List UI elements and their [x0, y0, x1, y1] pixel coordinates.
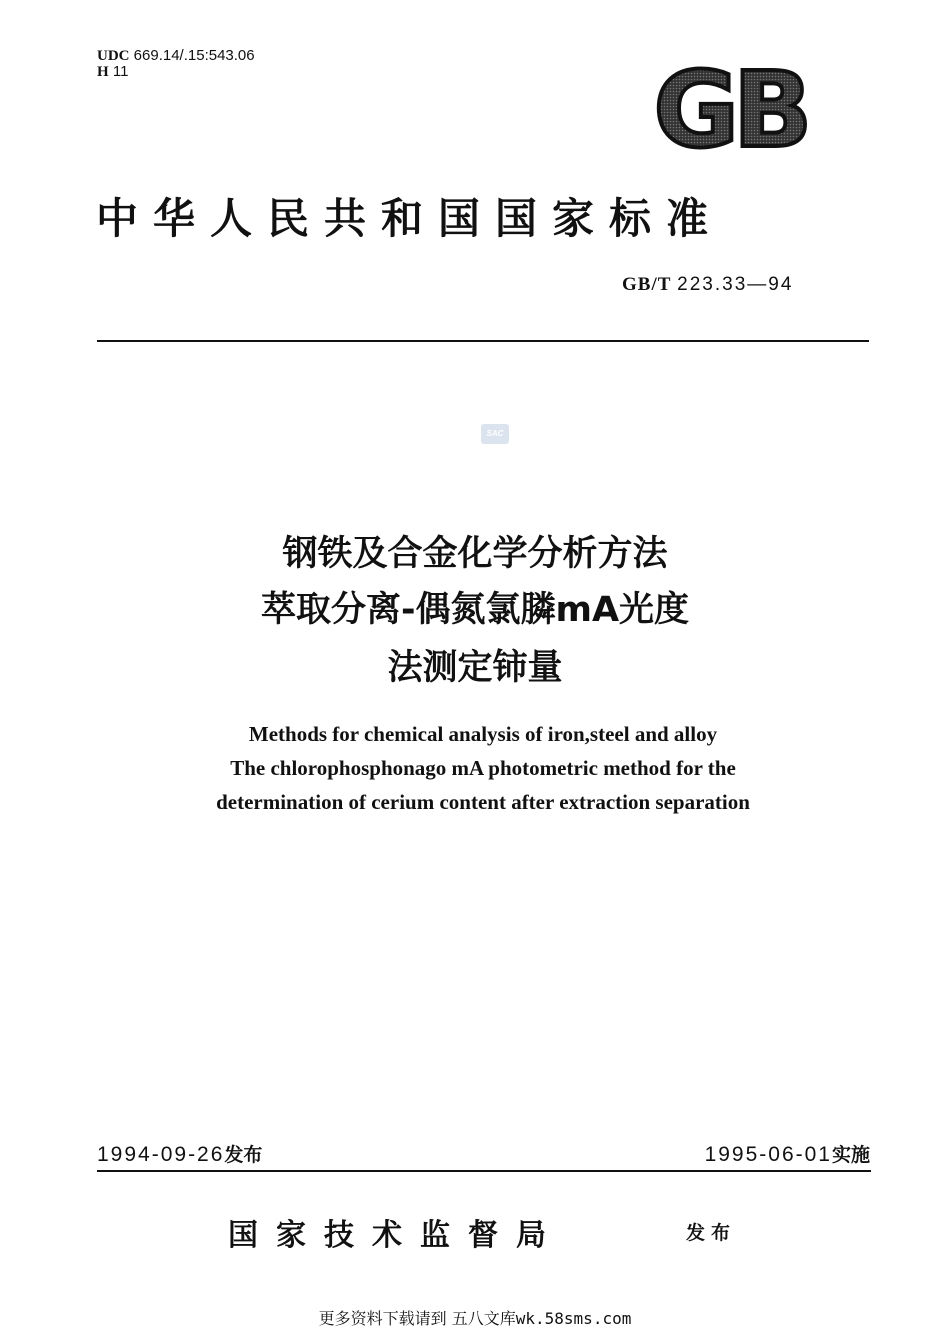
bottom-divider: [97, 1170, 871, 1172]
footer-url[interactable]: wk.58sms.com: [515, 1309, 632, 1328]
title-en-line3: determination of cerium content after extraction separation: [216, 790, 750, 814]
udc-label: UDC: [97, 48, 130, 64]
udc-line: [97, 48, 255, 64]
standard-code: 223.33—94: [677, 274, 794, 295]
top-divider: [97, 340, 869, 342]
implement-label: 实施: [831, 1144, 870, 1166]
title-cn-line3: 法测定铈量: [387, 648, 563, 688]
publish-label: 发布: [224, 1144, 263, 1166]
gb-logo: [645, 66, 815, 156]
national-standard-title: 中华人民共和国国家标准: [96, 194, 724, 243]
title-en-line2: The chlorophosphonago mA photometric method for the: [230, 756, 736, 780]
sac-watermark: SAC: [481, 424, 509, 444]
h-line: [97, 64, 255, 80]
issuer-name: 国家技术监督局: [228, 1218, 564, 1253]
h-code: 11: [112, 63, 129, 80]
standard-prefix: GB/T: [622, 274, 672, 295]
publish-date: 1994-09-26: [97, 1143, 225, 1166]
title-en-line1: Methods for chemical analysis of iron,steel and alloy: [248, 722, 718, 746]
footer-note: [0, 1306, 950, 1329]
standard-number: [622, 274, 793, 296]
issuer-action: 发布: [686, 1222, 737, 1244]
title-cn-line1: 钢铁及合金化学分析方法: [282, 534, 668, 574]
implement-date-block: [705, 1140, 870, 1167]
title-cn-line2: 萃取分离-偶氮氯膦mA光度: [260, 590, 690, 630]
implement-date: 1995-06-01: [704, 1143, 832, 1166]
gb-logo-text: GB: [653, 66, 807, 156]
gb-logo-icon: [645, 66, 815, 156]
udc-block: [97, 48, 255, 80]
h-label: H: [97, 64, 109, 80]
footer-text: 更多资料下载请到 五八文库: [318, 1309, 516, 1328]
udc-code: 669.14/.15:543.06: [133, 47, 255, 64]
publish-date-block: [97, 1140, 262, 1167]
